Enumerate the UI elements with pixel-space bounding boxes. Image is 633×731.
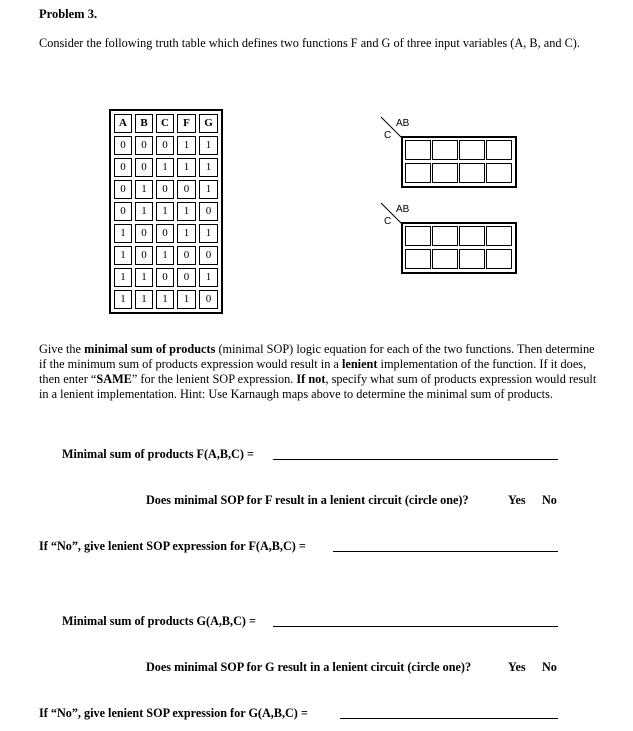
truth-table-row [114, 180, 218, 199]
intro-text: Consider the following truth table which defines two functions F and G of three input variables (A, B, and C). [39, 36, 580, 50]
truth-table-cell: 1 [114, 224, 132, 243]
kmap-2-col-label: AB [396, 204, 410, 215]
f-yes-option[interactable]: Yes [508, 493, 526, 507]
truth-table-row [114, 268, 218, 287]
g-min-sop-label: Minimal sum of products G(A,B,C) = [62, 614, 256, 628]
f-lenient-question: Does minimal SOP for F result in a lenient circuit (circle one)? [146, 493, 469, 507]
kmap-2-row-label: C [384, 216, 392, 227]
header-a: A [114, 114, 132, 133]
truth-table-cell: 0 [114, 136, 132, 155]
kmap-cell[interactable] [405, 163, 431, 183]
kmap-cell[interactable] [486, 140, 512, 160]
kmap-cell[interactable] [459, 249, 485, 269]
truth-table-cell: 1 [156, 246, 174, 265]
instr-bold: If not [296, 372, 326, 386]
kmap-cell[interactable] [432, 163, 458, 183]
truth-table-cell: 1 [135, 202, 153, 221]
truth-table-cell: 1 [199, 268, 218, 287]
truth-table-cell: 0 [135, 136, 153, 155]
truth-table-cell: 1 [135, 268, 153, 287]
instr-text: Give the [39, 342, 85, 356]
truth-table-cell: 1 [156, 202, 174, 221]
header-f: F [177, 114, 196, 133]
kmap-cell[interactable] [486, 226, 512, 246]
truth-table-cell: 0 [114, 202, 132, 221]
truth-table-cell: 1 [156, 158, 174, 177]
truth-table-cell: 1 [114, 268, 132, 287]
instructions-paragraph [39, 342, 599, 402]
truth-table-row [114, 202, 218, 221]
header-b: B [135, 114, 153, 133]
truth-table-cell: 1 [114, 290, 132, 309]
kmap-2 [401, 222, 517, 274]
truth-table-cell: 1 [177, 136, 196, 155]
f-no-option[interactable]: No [542, 493, 557, 507]
truth-table-cell: 0 [135, 246, 153, 265]
kmap-cell[interactable] [459, 140, 485, 160]
instr-bold: SAME [96, 372, 132, 386]
truth-table-cell: 0 [156, 136, 174, 155]
f-min-sop-answer-line[interactable] [273, 459, 558, 460]
truth-table-cell: 1 [177, 224, 196, 243]
truth-table-cell: 0 [156, 268, 174, 287]
truth-table-cell: 0 [177, 246, 196, 265]
g-lenient-question: Does minimal SOP for G result in a lenient circuit (circle one)? [146, 660, 472, 674]
truth-table-row [114, 246, 218, 265]
kmap-cell[interactable] [459, 226, 485, 246]
header-c: C [156, 114, 174, 133]
truth-table-cell: 1 [135, 290, 153, 309]
kmap-cell[interactable] [405, 249, 431, 269]
kmap-cell[interactable] [459, 163, 485, 183]
kmap-1-col-label: AB [396, 118, 410, 129]
truth-table-cell: 1 [177, 202, 196, 221]
truth-table-cell: 1 [177, 158, 196, 177]
kmap-cell[interactable] [432, 249, 458, 269]
truth-table-header [114, 114, 218, 133]
kmap-cell[interactable] [405, 140, 431, 160]
truth-table-row [114, 290, 218, 309]
kmap-1-row-label: C [384, 130, 392, 141]
truth-table-cell: 0 [156, 180, 174, 199]
truth-table-cell: 1 [114, 246, 132, 265]
instr-text: (minimal SOP) logic equation for each of the two functions. Then determine if the minimum sum of products expression would result in a [39, 342, 595, 371]
truth-table-cell: 0 [114, 180, 132, 199]
kmap-cell[interactable] [486, 163, 512, 183]
truth-table-cell: 0 [156, 224, 174, 243]
g-no-option[interactable]: No [542, 660, 557, 674]
f-lenient-expr-answer-line[interactable] [333, 551, 558, 552]
truth-table-cell: 0 [199, 246, 218, 265]
g-lenient-expr-answer-line[interactable] [340, 718, 558, 719]
kmap-1 [401, 136, 517, 188]
header-g: G [199, 114, 218, 133]
truth-table-cell: 1 [177, 290, 196, 309]
truth-table-cell: 0 [135, 158, 153, 177]
truth-table-row [114, 158, 218, 177]
problem-title: Problem 3. [39, 7, 98, 21]
truth-table-cell: 0 [199, 290, 218, 309]
f-min-sop-label: Minimal sum of products F(A,B,C) = [62, 447, 254, 461]
truth-table-cell: 0 [177, 180, 196, 199]
instr-text: implementation of the function. If it does, then enter “ [39, 357, 587, 386]
instr-text: ” for the lenient SOP expression. [131, 372, 297, 386]
f-lenient-expr-label: If “No”, give lenient SOP expression for F(A,B,C) = [39, 539, 306, 553]
truth-table-cell: 1 [199, 224, 218, 243]
truth-table-cell: 0 [177, 268, 196, 287]
instr-bold: minimal sum of products [84, 342, 216, 356]
truth-table-cell: 0 [199, 202, 218, 221]
truth-table-cell: 1 [156, 290, 174, 309]
truth-table-cell: 1 [199, 158, 218, 177]
truth-table-row [114, 224, 218, 243]
g-yes-option[interactable]: Yes [508, 660, 526, 674]
truth-table-cell: 0 [135, 224, 153, 243]
truth-table-cell: 1 [135, 180, 153, 199]
kmap-cell[interactable] [405, 226, 431, 246]
g-min-sop-answer-line[interactable] [273, 626, 558, 627]
truth-table-cell: 1 [199, 180, 218, 199]
kmap-cell[interactable] [432, 226, 458, 246]
truth-table [109, 109, 223, 314]
instr-bold: lenient [341, 357, 378, 371]
truth-table-cell: 0 [114, 158, 132, 177]
g-lenient-expr-label: If “No”, give lenient SOP expression for G(A,B,C) = [39, 706, 308, 720]
kmap-cell[interactable] [432, 140, 458, 160]
truth-table-cell: 1 [199, 136, 218, 155]
kmap-cell[interactable] [486, 249, 512, 269]
instr-text: , specify what sum of products expression would result in a lenient implementation. Hint: Use Karnaugh maps above to determine the minimal sum of products. [39, 372, 597, 401]
truth-table-row [114, 136, 218, 155]
